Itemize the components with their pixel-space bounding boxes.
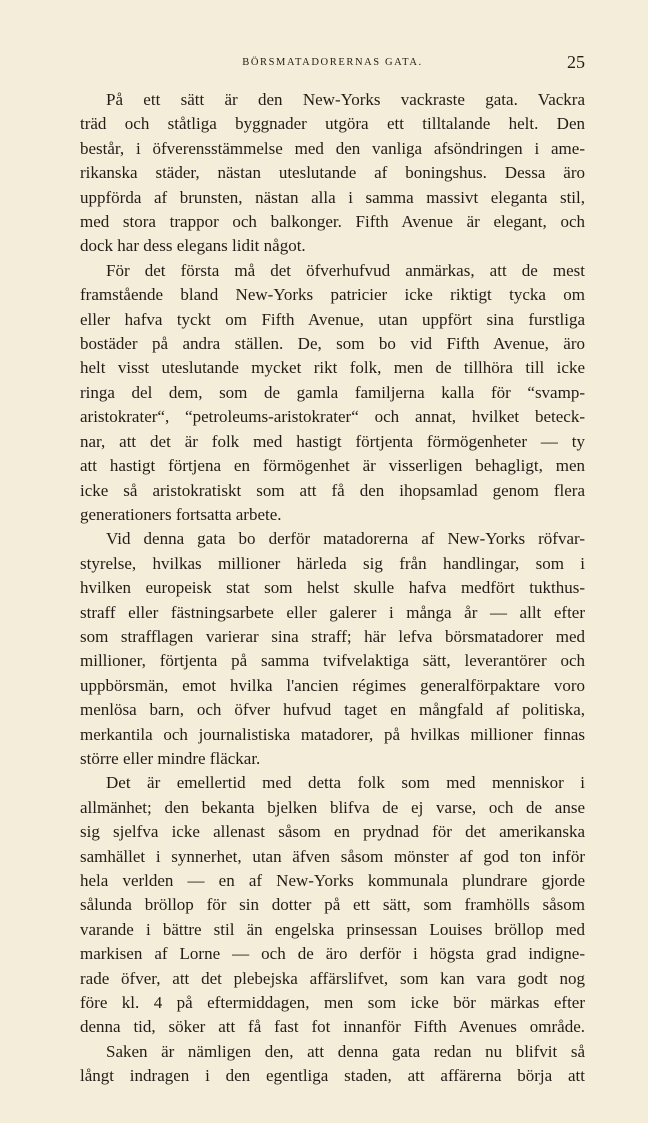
paragraph-1	[80, 88, 585, 259]
text-line: bostäder på andra ställen. De, som bo vid Fifth Avenue, äro	[80, 334, 585, 354]
text-line: helt visst uteslutande mycket rikt folk, men de tillhöra till icke	[80, 358, 585, 378]
text-line: merkantila och journalistiska matadorer, på hvilkas millioner finnas	[80, 724, 585, 744]
text-line: uppbörsmän, emot hvilka l'ancien régimes generalförpaktare voro	[80, 675, 585, 695]
paragraph-5	[80, 1040, 585, 1089]
text-line: nar, att det är folk med hastigt förtjenta förmögenheter — ty	[80, 431, 585, 451]
text-line: Saken är nämligen den, att denna gata redan nu blifvit så	[106, 1041, 585, 1061]
text-line: dock har dess elegans lidit något.	[80, 236, 306, 256]
text-line: rade öfver, att det plebejska affärslifvet, som kan vara godt nog	[80, 968, 585, 988]
text-line: hela verlden — en af New-Yorks kommunala plundrare gjorde	[80, 871, 585, 890]
text-line: består, i öfverensstämmelse med den vanliga afsöndringen i ame-	[80, 138, 585, 158]
text-line: På ett sätt är den New-Yorks vackraste gata. Vackra	[106, 90, 585, 109]
paragraph-2	[80, 259, 585, 527]
text-line: Det är emellertid med detta folk som med menniskor i	[106, 773, 585, 793]
text-line: sig sjelfva icke allenast såsom en prydnad för det amerikanska	[80, 822, 585, 842]
paragraph-3	[80, 527, 585, 771]
text-line: med stora trappor och balkonger. Fifth Avenue är elegant, och	[80, 212, 585, 232]
text-line: ringa del dem, som de gamla familjerna kalla för “svamp-	[80, 382, 585, 402]
text-line: aristokrater“, “petroleums-aristokrater“ och annat, hvilket beteck-	[80, 407, 585, 427]
text-line: menlösa barn, och öfver hufvud taget en mångfald af politiska,	[80, 700, 585, 720]
text-line: hvilken europeisk stat som helst skulle hafva medfört tukthus-	[80, 578, 585, 598]
paragraph-4	[80, 771, 585, 1039]
text-line: rikanska städer, nästan uteslutande af boningshus. Dessa äro	[80, 163, 585, 183]
page-header	[80, 50, 585, 74]
text-line: samhället i synnerhet, utan äfven såsom mönster af god ton inför	[80, 846, 585, 866]
body-text	[80, 88, 585, 1089]
text-line: större eller mindre fläckar.	[80, 748, 261, 768]
text-line: långt indragen i den egentliga staden, att affärerna börja att	[80, 1066, 585, 1086]
text-line: uppförda af brunsten, nästan alla i samma massivt eleganta stil,	[80, 187, 585, 207]
text-line: millioner, förtjenta på samma tvifvelaktiga sätt, leverantörer och	[80, 651, 585, 671]
text-line: generationers fortsatta arbete.	[80, 504, 282, 524]
text-line: styrelse, hvilkas millioner härleda sig från handlingar, som i	[80, 553, 585, 573]
text-line: Vid denna gata bo derför matadorerna af New-Yorks röfvar-	[106, 529, 585, 549]
text-line: För det första må det öfverhufvud anmärkas, att de mest	[106, 260, 585, 280]
text-line: som strafflagen varierar sina straff; här lefva börsmatadorer med	[80, 626, 585, 646]
text-line: straff eller fästningsarbete eller galerer i många år — allt efter	[80, 602, 585, 622]
text-line: framstående bland New-Yorks patricier icke riktigt tycka om	[80, 285, 585, 305]
text-line: sålunda bröllop för sin dotter på ett sätt, som framhölls såsom	[80, 895, 585, 915]
text-line: eller hafva tyckt om Fifth Avenue, utan uppfört sina furstliga	[80, 309, 585, 329]
text-line: allmänhet; den bekanta bjelken blifva de ej varse, och de anse	[80, 797, 585, 817]
text-line: att hastigt förtjena en förmögenhet är visserligen behagligt, men	[80, 456, 585, 476]
text-line: varande i bättre stil än engelska prinsessan Louises bröllop med	[80, 919, 585, 939]
text-line: träd och ståtliga byggnader utgöra ett tilltalande helt. Den	[80, 114, 585, 134]
text-line: före kl. 4 på eftermiddagen, men som icke bör märkas efter	[80, 993, 585, 1013]
running-title: BÖRSMATADORERNAS GATA.	[242, 57, 423, 68]
text-line: icke så aristokratiskt som att få den ihopsamlad genom flera	[80, 480, 585, 500]
text-line: markisen af Lorne — och de äro derför i högsta grad indigne-	[80, 944, 585, 964]
page-number: 25	[567, 52, 585, 72]
text-line: denna tid, söker att få fast fot innanför Fifth Avenues område.	[80, 1017, 585, 1037]
